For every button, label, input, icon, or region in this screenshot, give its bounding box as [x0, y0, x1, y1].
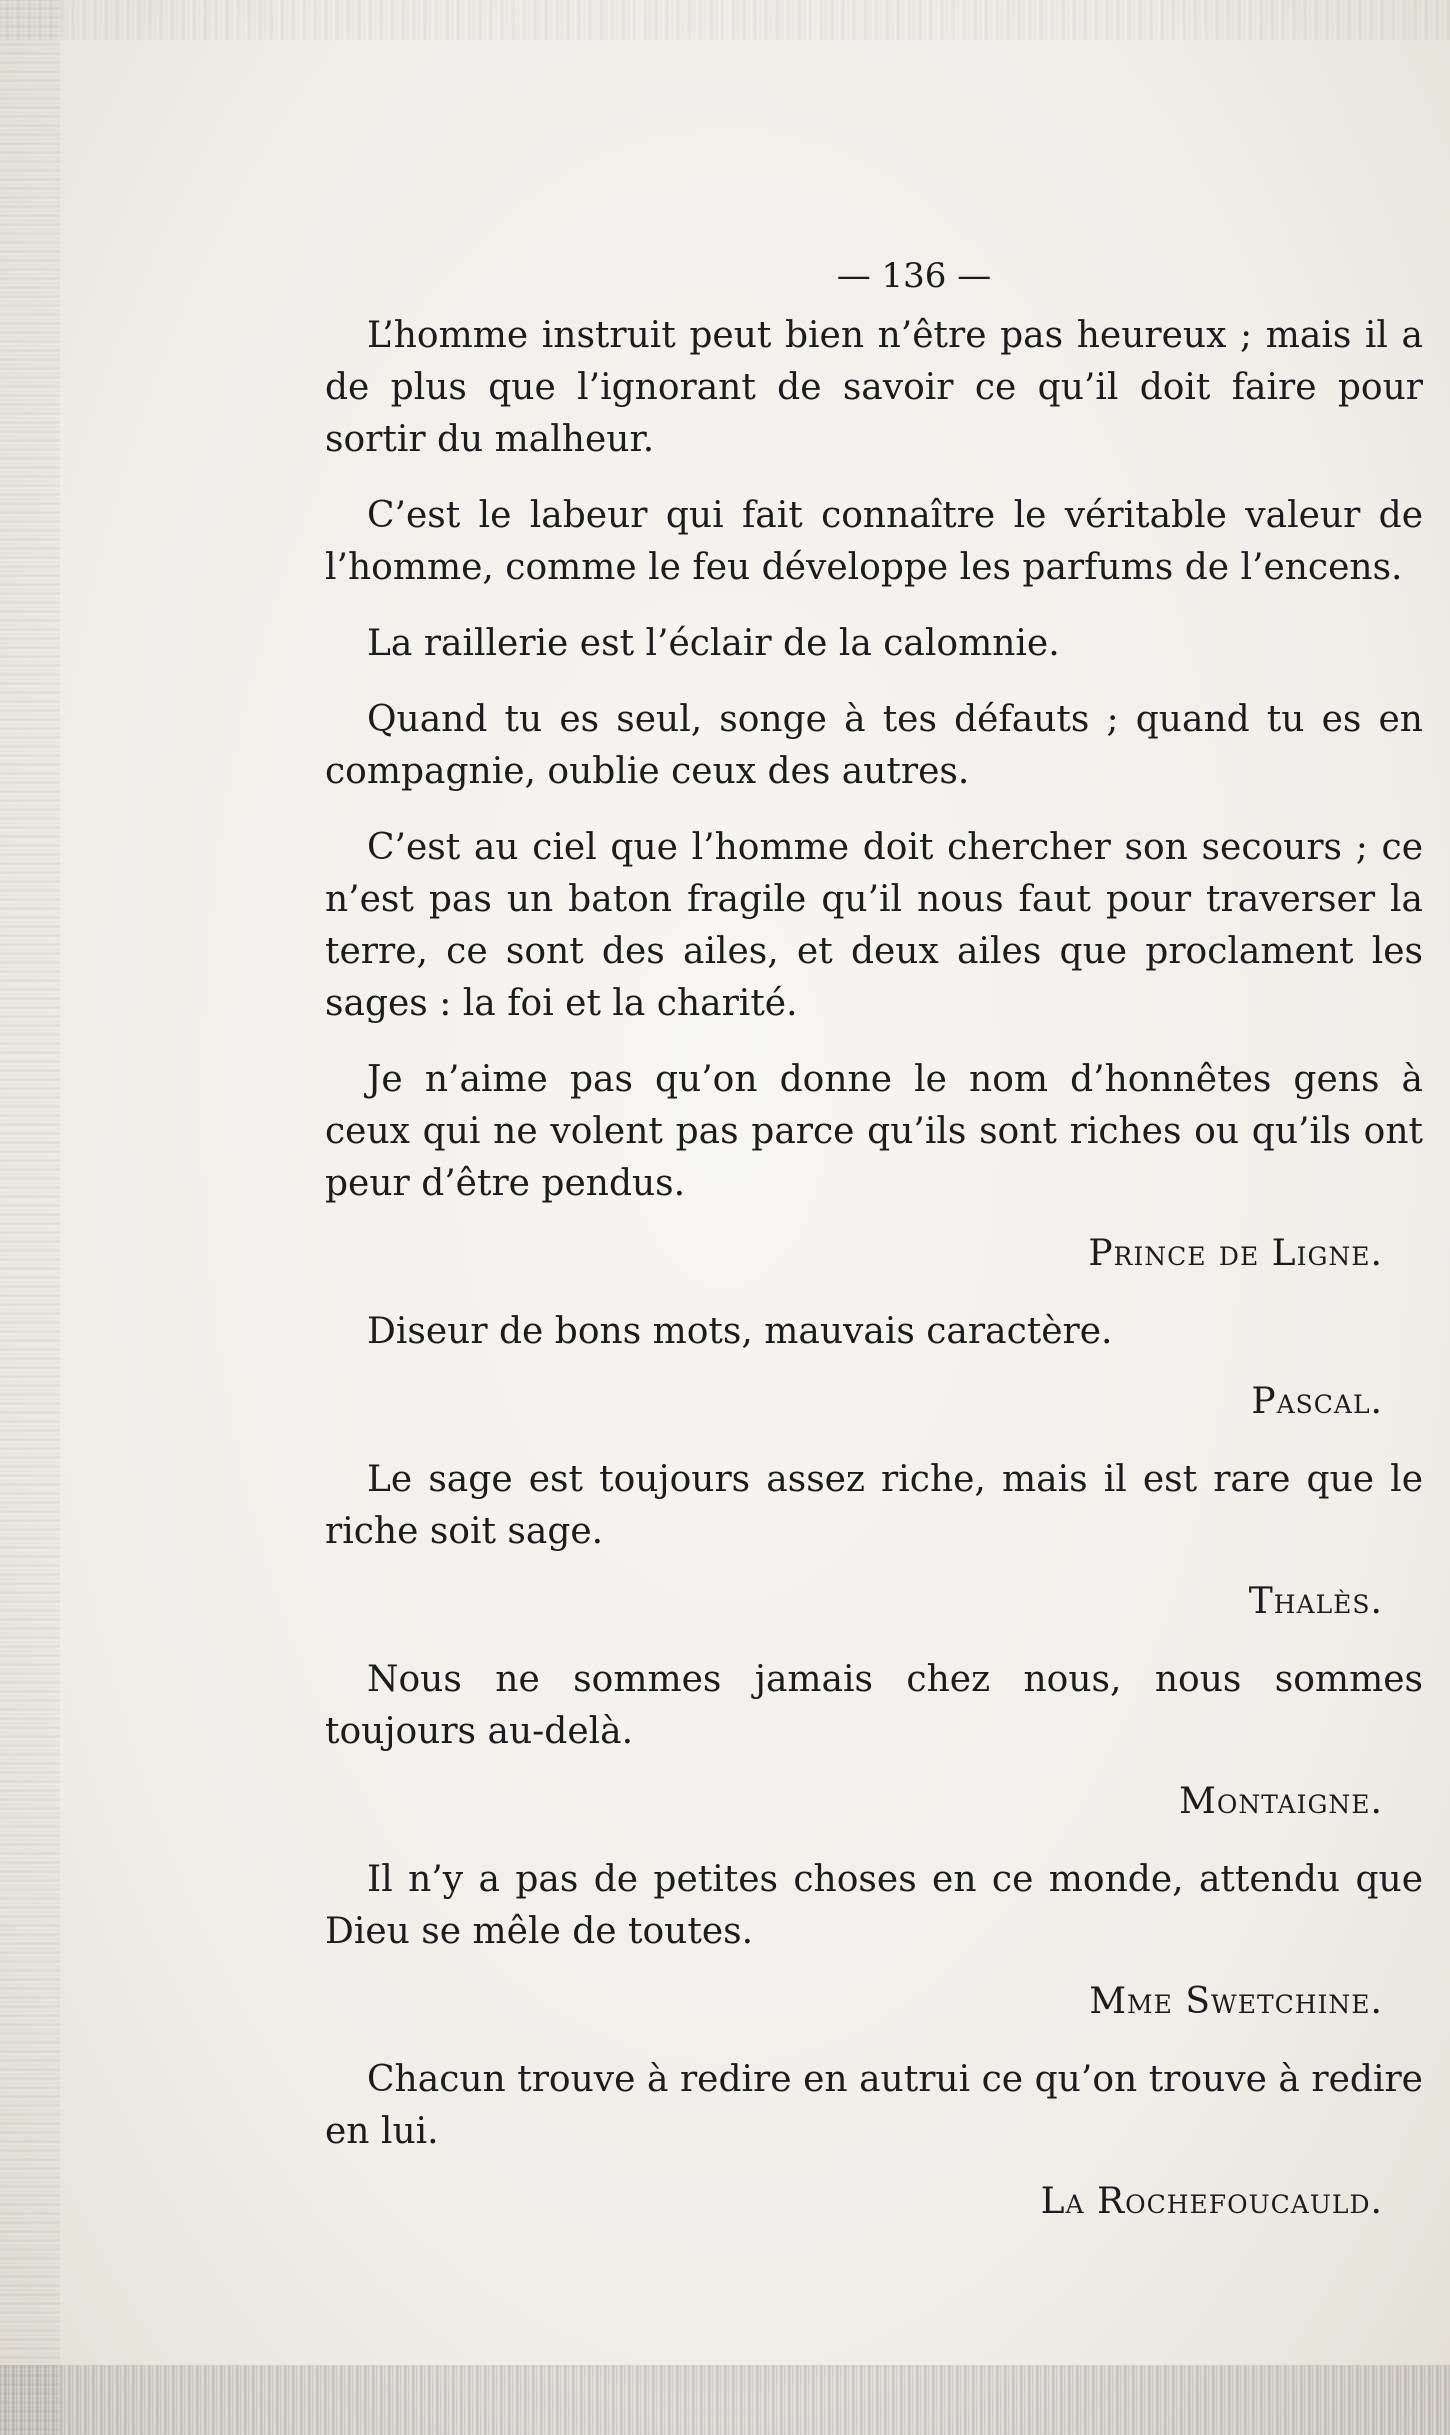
maxim-text: Il n’y a pas de petites choses en ce monde, attendu que Dieu se mêle de toutes.	[325, 1859, 1423, 1952]
maxim-text: Diseur de bons mots, mauvais caractère.	[367, 1311, 1113, 1352]
scan-noise-bottom	[0, 2365, 1450, 2435]
maxim-text: Je n’aime pas qu’on donne le nom d’honnêtes gens à ceux qui ne volent pas parce qu’ils sont riches ou qu’ils ont peur d’être pendus.	[325, 1059, 1423, 1204]
maxim-author: Prince de Ligne.	[1088, 1233, 1383, 1274]
scan-noise-top	[0, 0, 1450, 40]
maxim-author: Montaigne.	[1178, 1781, 1383, 1822]
maxim-author: Mme Swetchine.	[1089, 1981, 1383, 2022]
maxim-text: Chacun trouve à redire en autrui ce qu’on trouve à redire en lui.	[325, 2059, 1423, 2152]
page-text	[325, 250, 1423, 2254]
maxim-text: Nous ne sommes jamais chez nous, nous sommes toujours au-delà.	[325, 1659, 1423, 1752]
maxim-text: Le sage est toujours assez riche, mais il est rare que le riche soit sage.	[325, 1459, 1423, 1552]
maxim-text: C’est au ciel que l’homme doit chercher son secours ; ce n’est pas un baton fragile qu’il nous faut pour traverser la terre, ce sont des ailes, et deux ailes que proclament les sages : la foi et la charité.	[325, 827, 1423, 1024]
maxim-text: L’homme instruit peut bien n’être pas heureux ; mais il a de plus que l’ignorant de savoir ce qu’il doit faire pour sortir du malheur.	[325, 315, 1423, 460]
maxim-author: Pascal.	[1251, 1381, 1383, 1422]
maxim-text: Quand tu es seul, songe à tes défauts ; quand tu es en compagnie, oublie ceux des autres.	[325, 699, 1423, 792]
scan-noise-left	[0, 0, 60, 2435]
maxim-text: La raillerie est l’éclair de la calomnie.	[367, 623, 1060, 664]
maxim-author: La Rochefoucauld.	[1040, 2181, 1383, 2222]
maxim-author: Thalès.	[1248, 1581, 1383, 1622]
page-number: — 136 —	[836, 256, 992, 296]
maxim-text: C’est le labeur qui fait connaître le véritable valeur de l’homme, comme le feu développe les parfums de l’encens.	[325, 495, 1423, 588]
